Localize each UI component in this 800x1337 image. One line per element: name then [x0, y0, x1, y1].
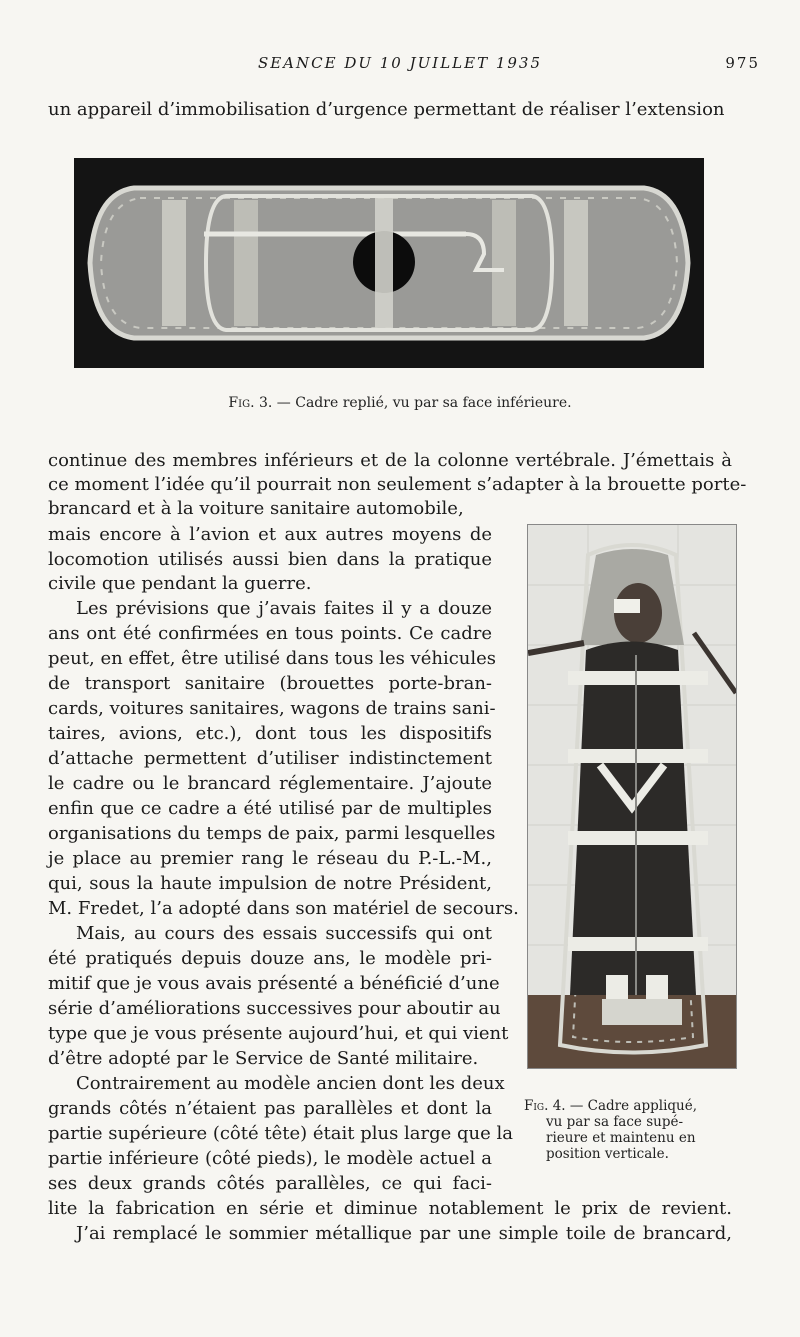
- figure-4-caption-text: — Cadre appliqué,: [569, 1098, 698, 1114]
- figure-4-caption-line-4: position verticale.: [546, 1146, 669, 1162]
- text-line: partie supérieure (côté tête) était plus large que la: [48, 1123, 514, 1144]
- text-line: Mais, au cours des essais successifs qui ont: [76, 923, 492, 944]
- text-line: cards, voitures sanitaires, wagons de trains sani-: [48, 698, 496, 719]
- figure-4-label: Fig. 4.: [524, 1098, 566, 1114]
- text-line: peut, en effet, être utilisé dans tous les véhicules: [48, 648, 497, 669]
- text-line: M. Fredet, l’a adopté dans son matériel de secours.: [48, 898, 519, 919]
- text-line: taires, avions, etc.), dont tous les dispositifs: [48, 723, 492, 744]
- text-line: le cadre ou le brancard réglementaire. J’ajoute: [48, 773, 492, 794]
- text-line: brancard et à la voiture sanitaire automobile,: [48, 498, 464, 519]
- folded-frame-photo: [74, 158, 704, 368]
- text-line: locomotion utilisés aussi bien dans la pratique: [48, 549, 492, 570]
- figure-3-label: Fig. 3.: [228, 395, 273, 411]
- text-line: lite la fabrication en série et diminue notablement le prix de revient.: [48, 1198, 732, 1219]
- running-head: [0, 54, 800, 78]
- text-line: qui, sous la haute impulsion de notre Président,: [48, 873, 492, 894]
- running-title: SEANCE DU 10 JUILLET 1935: [257, 54, 543, 72]
- text-line: été pratiqués depuis douze ans, le modèle pri-: [48, 948, 492, 969]
- text-line: partie inférieure (côté pieds), le modèle actuel a: [48, 1148, 492, 1169]
- text-line: organisations du temps de paix, parmi lesquelles: [48, 823, 496, 844]
- text-line: ses deux grands côtés parallèles, ce qui faci-: [48, 1173, 492, 1194]
- figure-3-caption: [0, 395, 800, 411]
- text-line: Contrairement au modèle ancien dont les deux: [76, 1073, 505, 1094]
- text-line: d’être adopté par le Service de Santé militaire.: [48, 1048, 479, 1069]
- text-line: enfin que ce cadre a été utilisé par de multiples: [48, 798, 492, 819]
- text-line: je place au premier rang le réseau du P.-L.-M.,: [48, 848, 492, 869]
- figure-3-photo: [74, 158, 704, 368]
- text-line: de transport sanitaire (brouettes porte-bran-: [48, 673, 492, 694]
- text-line: civile que pendant la guerre.: [48, 573, 312, 594]
- text-line: continue des membres inférieurs et de la colonne vertébrale. J’émettais à: [48, 450, 732, 471]
- text-line: mais encore à l’avion et aux autres moyens de: [48, 524, 492, 545]
- text-line: mitif que je vous avais présenté a bénéficié d’une: [48, 973, 500, 994]
- figure-3-caption-text: — Cadre replié, vu par sa face inférieure.: [276, 395, 572, 411]
- text-line: ans ont été confirmées en tous points. Ce cadre: [48, 623, 492, 644]
- figure-4-caption-line-1: [524, 1098, 738, 1114]
- figure-4-caption-line-2: vu par sa face supé-: [546, 1114, 684, 1130]
- page-number: 975: [725, 54, 760, 72]
- applied-frame-photo: [528, 525, 736, 1068]
- figure-4-caption-line-3: rieure et maintenu en: [546, 1130, 696, 1146]
- text-line: grands côtés n’étaient pas parallèles et dont la: [48, 1098, 492, 1119]
- figure-4-photo: [527, 524, 737, 1069]
- text-line: Les prévisions que j’avais faites il y a douze: [76, 598, 492, 619]
- text-line: un appareil d’immobilisation d’urgence permettant de réaliser l’extension: [48, 99, 725, 120]
- text-line: J’ai remplacé le sommier métallique par une simple toile de brancard,: [76, 1223, 732, 1244]
- text-line: ce moment l’idée qu’il pourrait non seulement s’adapter à la brouette porte-: [48, 474, 747, 495]
- text-line: d’attache permettent d’utiliser indistinctement: [48, 748, 492, 769]
- figure-4-caption: [524, 1098, 738, 1162]
- text-line: type que je vous présente aujourd’hui, et qui vient: [48, 1023, 509, 1044]
- text-line: série d’améliorations successives pour aboutir au: [48, 998, 501, 1019]
